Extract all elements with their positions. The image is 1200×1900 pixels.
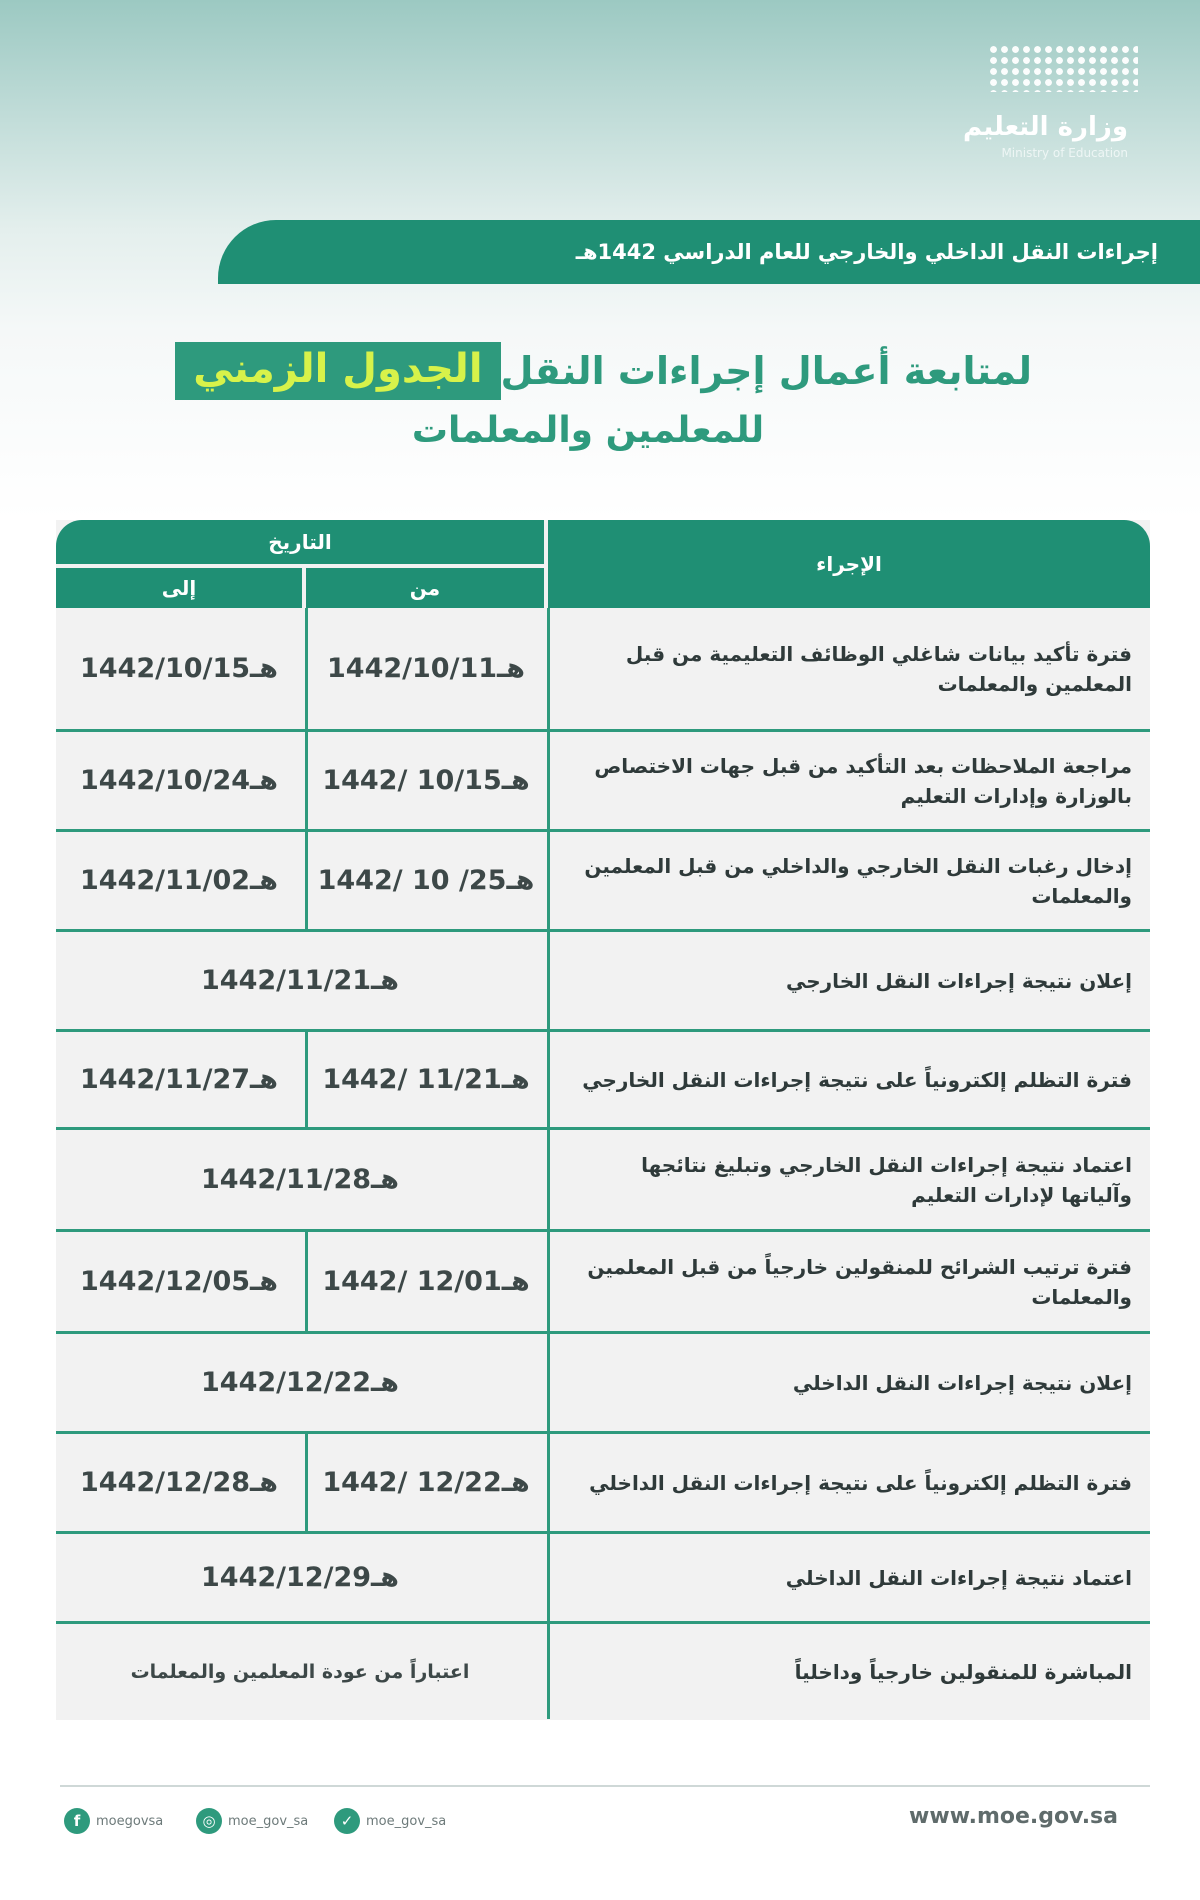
instagram-icon: ◎ [196, 1808, 222, 1834]
logo-name-ar: وزارة التعليم [963, 112, 1128, 142]
from-date: 1442/ 10 /25هـ [305, 832, 544, 929]
procedure-cell [547, 732, 1150, 829]
title-highlight: الجدول الزمني [175, 342, 500, 400]
procedure-text: فترة ترتيب الشرائح للمنقولين خارجياً من قبل المعلمين والمعلمات [587, 1254, 1132, 1309]
page-subtitle [0, 410, 1200, 451]
approval-date: 1442/11/28هـ [201, 1164, 399, 1195]
table-row [56, 1130, 1150, 1232]
procedure-text: إعلان نتيجة إجراءات النقل الداخلي [792, 1370, 1132, 1395]
to-date: 1442/11/02هـ [80, 865, 278, 896]
approval-date: 1442/12/29هـ [201, 1562, 399, 1593]
procedure-text: اعتماد نتيجة إجراءات النقل الخارجي وتبليغ نتائجها وآلياتها لإدارات التعليم [641, 1152, 1132, 1207]
procedure-cell [547, 1032, 1150, 1127]
table-row [56, 732, 1150, 832]
procedure-text: فترة تأكيد بيانات شاغلي الوظائف التعليمية من قبل المعلمين والمعلمات [625, 641, 1132, 696]
procedure-cell [547, 1624, 1150, 1719]
to-date: 1442/12/05هـ [80, 1266, 278, 1297]
facebook-icon: f [64, 1808, 90, 1834]
table-row [56, 1334, 1150, 1434]
ministry-logo [908, 44, 1148, 174]
procedure-cell [547, 932, 1150, 1029]
social-twitter[interactable] [334, 1808, 446, 1834]
from-date: 1442/ 10/15هـ [305, 732, 544, 829]
from-date: 1442/ 12/01هـ [305, 1232, 544, 1331]
to-date: 1442/10/15هـ [80, 653, 278, 684]
to-date: 1442/11/27هـ [80, 1064, 278, 1095]
header-from: من [409, 576, 441, 600]
procedure-text: المباشرة للمنقولين خارجياً وداخلياً [794, 1659, 1132, 1684]
footer-divider [60, 1785, 1150, 1787]
table-row [56, 1032, 1150, 1130]
subtitle-text: للمعلمين والمعلمات [411, 410, 765, 451]
social-instagram[interactable] [196, 1808, 308, 1834]
procedure-cell [547, 1534, 1150, 1621]
procedure-text: مراجعة الملاحظات بعد التأكيد من قبل جهات الاختصاص بالوزارة وإدارات التعليم [594, 753, 1132, 808]
table-row [56, 1232, 1150, 1334]
header-to: إلى [161, 576, 197, 600]
procedure-cell [547, 1232, 1150, 1331]
table-row [56, 608, 1150, 732]
logo-name-en: Ministry of Education [1001, 146, 1128, 160]
table-body [56, 608, 1150, 1719]
procedure-cell [547, 1130, 1150, 1229]
table-row [56, 1534, 1150, 1624]
start-note: اعتباراً من عودة المعلمين والمعلمات [130, 1660, 470, 1683]
procedure-text: فترة التظلم إلكترونياً على نتيجة إجراءات النقل الخارجي [582, 1067, 1132, 1092]
to-date: 1442/10/24هـ [80, 765, 278, 796]
procedure-text: إدخال رغبات النقل الخارجي والداخلي من قبل المعلمين والمعلمات [584, 853, 1132, 908]
procedure-text: اعتماد نتيجة إجراءات النقل الداخلي [785, 1565, 1132, 1590]
table-header [56, 520, 1150, 608]
facebook-handle: moegovsa [96, 1813, 164, 1829]
announcement-date: 1442/11/21هـ [201, 965, 399, 996]
twitter-icon: ✓ [334, 1808, 360, 1834]
table-row [56, 1624, 1150, 1719]
top-banner [218, 220, 1200, 284]
procedure-cell [547, 1334, 1150, 1431]
from-date: 1442/10/11هـ [305, 608, 544, 729]
procedure-text: إعلان نتيجة إجراءات النقل الخارجي [786, 968, 1132, 993]
instagram-handle: moe_gov_sa [228, 1813, 309, 1829]
from-date: 1442/ 12/22هـ [305, 1434, 544, 1531]
table-row [56, 832, 1150, 932]
logo-dots-icon [988, 44, 1138, 92]
header-procedure: الإجراء [816, 552, 882, 576]
header-date: التاريخ [268, 530, 332, 554]
to-date: 1442/12/28هـ [80, 1467, 278, 1498]
procedure-cell [547, 832, 1150, 929]
social-facebook[interactable] [64, 1808, 163, 1834]
announcement-date: 1442/12/22هـ [201, 1367, 399, 1398]
table-row [56, 1434, 1150, 1534]
page-title [175, 342, 1042, 400]
procedure-cell [547, 1434, 1150, 1531]
schedule-table [56, 520, 1150, 1720]
website-link[interactable]: www.moe.gov.sa [909, 1804, 1118, 1829]
twitter-handle: moe_gov_sa [366, 1813, 447, 1829]
procedure-text: فترة التظلم إلكترونياً على نتيجة إجراءات النقل الداخلي [589, 1470, 1132, 1495]
from-date: 1442/ 11/21هـ [305, 1032, 544, 1127]
procedure-cell [547, 608, 1150, 729]
title-rest: لمتابعة أعمال إجراءات النقل [500, 349, 1032, 393]
banner-title: إجراءات النقل الداخلي والخارجي للعام الدراسي 1442هـ [575, 240, 1158, 264]
table-row [56, 932, 1150, 1032]
